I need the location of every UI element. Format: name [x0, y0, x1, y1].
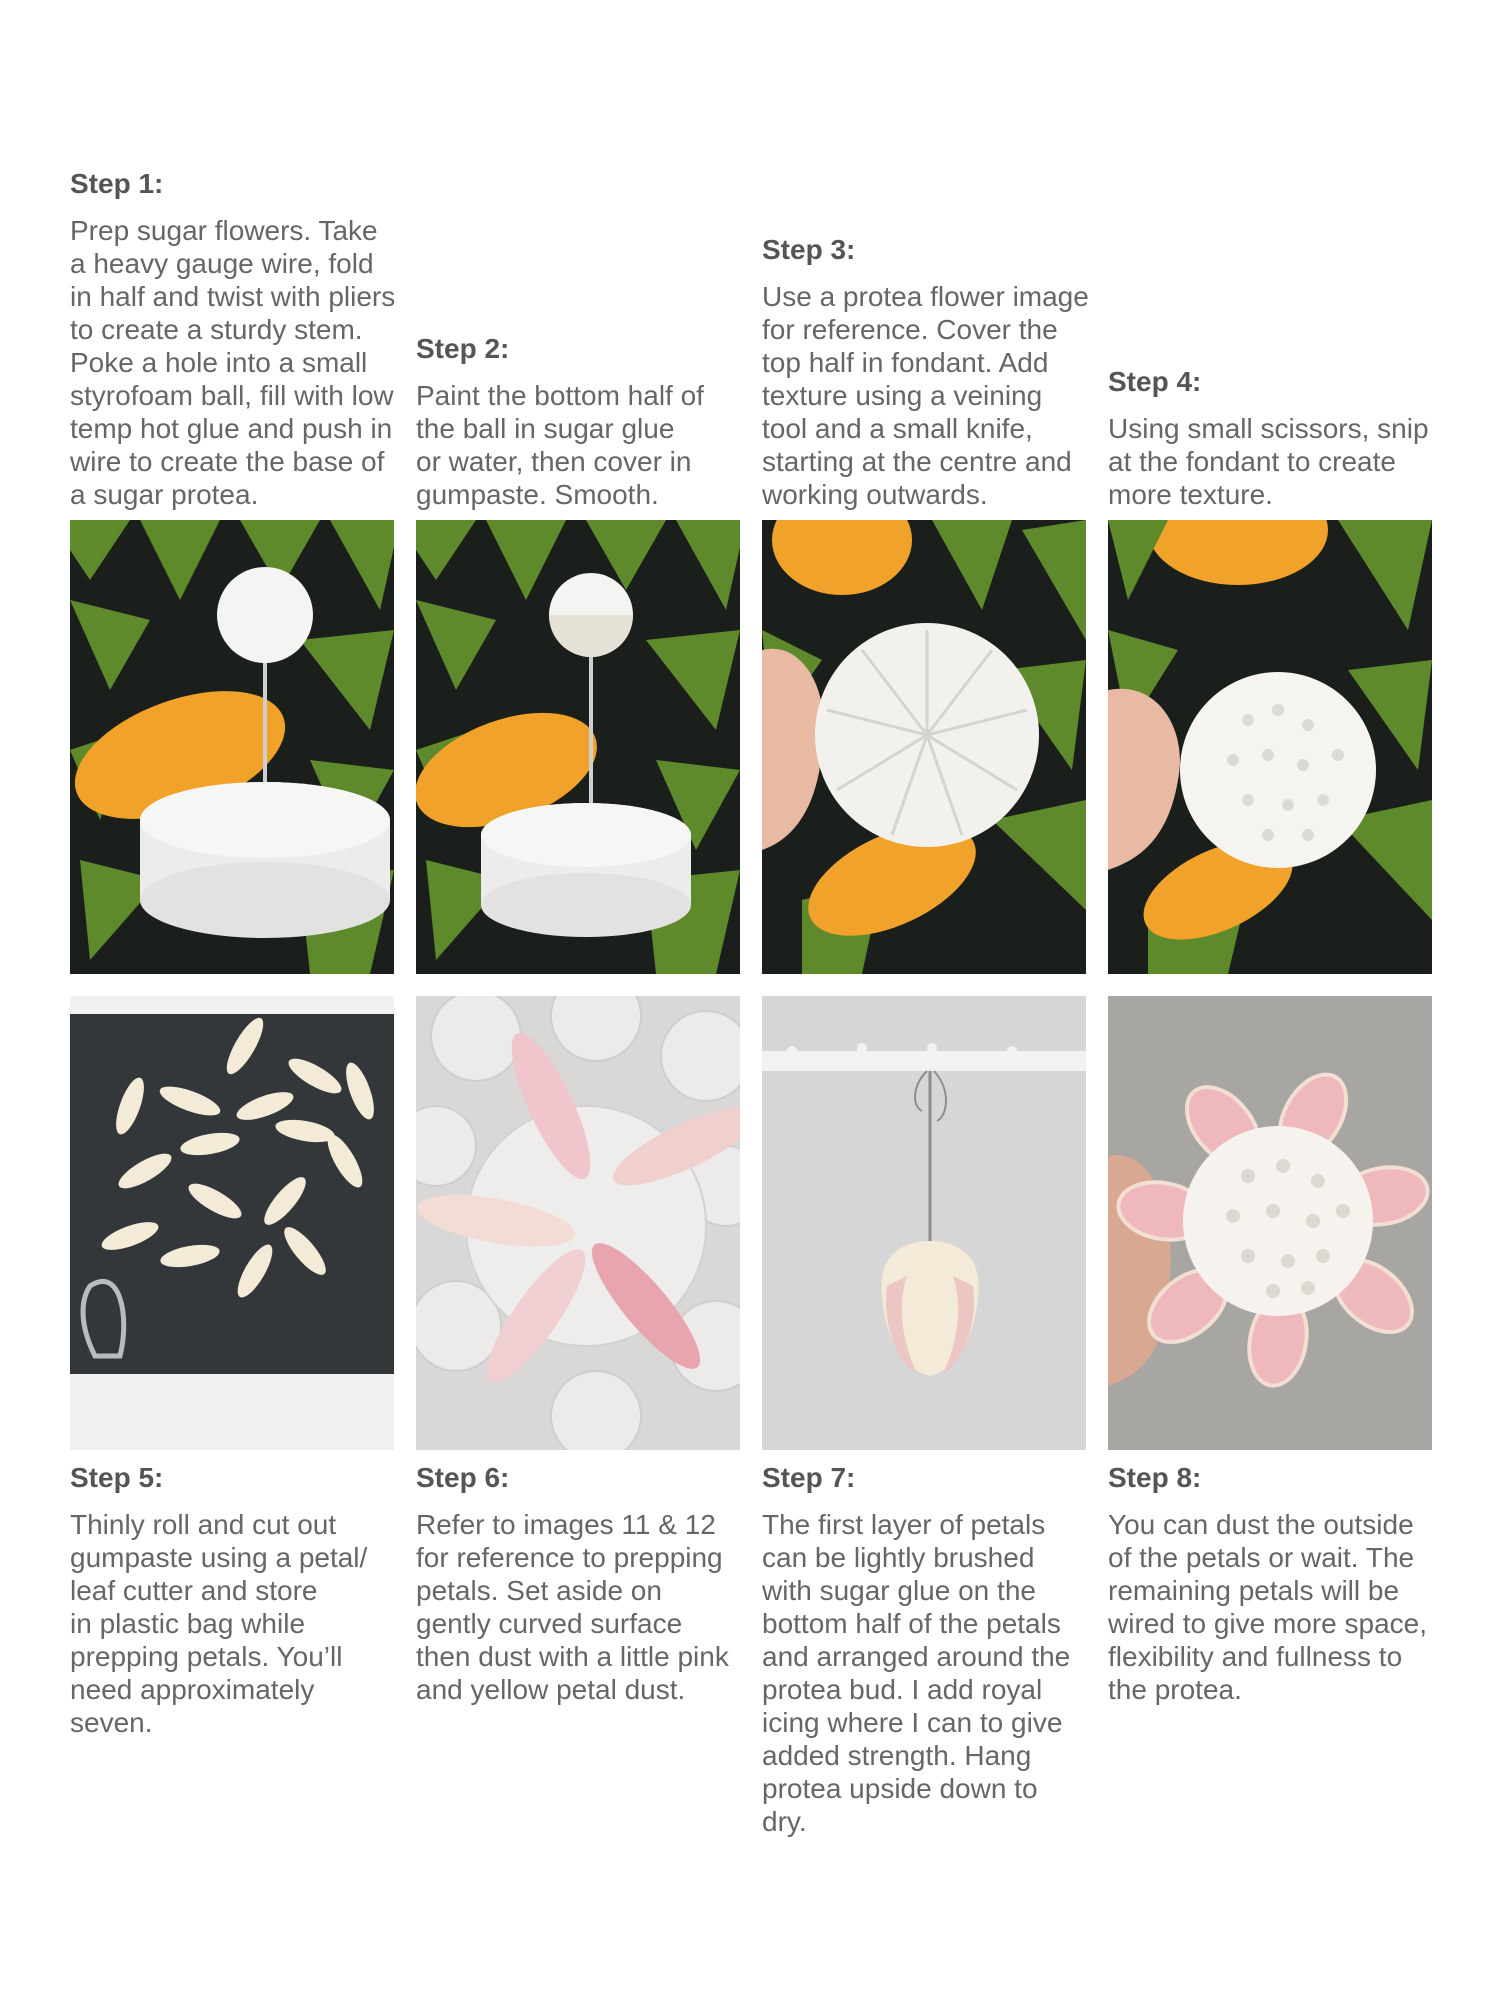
step-5-title: Step 5:: [70, 1462, 164, 1493]
step-3-title: Step 3:: [762, 234, 856, 265]
protea-with-petals-image: [1108, 996, 1432, 1450]
step-8-body: You can dust the outside of the petals or wait. The remaining petals will be wired to give more space, flexibility and fullness to the protea.: [1108, 1509, 1428, 1705]
step-1-title: Step 1:: [70, 168, 164, 199]
step-7-photo: [762, 996, 1086, 1450]
hanging-protea-bud-image: [762, 996, 1086, 1450]
step-8-text: [1108, 1462, 1438, 1706]
step-2-body: Paint the bottom half of the ball in sugar glue or water, then cover in gumpaste. Smooth.: [416, 380, 704, 510]
textured-fondant-ball-image: [762, 520, 1086, 974]
step-8-photo: [1108, 996, 1432, 1450]
step-6-photo: [416, 996, 740, 1450]
step-2-title: Step 2:: [416, 333, 510, 364]
step-6-text: [416, 1462, 746, 1706]
step-4-photo: [1108, 520, 1432, 974]
cut-petals-image: [70, 996, 394, 1450]
step-1-text: [70, 168, 400, 511]
half-covered-ball-image: [416, 520, 740, 974]
step-2-text: [416, 333, 746, 511]
step-1-body: Prep sugar flowers. Take a heavy gauge wire, fold in half and twist with pliers to create a sturdy stem. Poke a hole into a small styrofoam ball, fill with low temp hot glue and push in wire to create the base of a sugar protea.: [70, 215, 396, 510]
step-3-text: [762, 234, 1092, 511]
snipped-fondant-ball-image: [1108, 520, 1432, 974]
step-6-body: Refer to images 11 & 12 for reference to prepping petals. Set aside on gently curved surface then dust with a little pink and yellow petal dust.: [416, 1509, 729, 1705]
step-8-title: Step 8:: [1108, 1462, 1202, 1493]
step-5-photo: [70, 996, 394, 1450]
step-1-photo: [70, 520, 394, 974]
step-3-photo: [762, 520, 1086, 974]
step-4-text: [1108, 366, 1438, 511]
step-2-photo: [416, 520, 740, 974]
step-3-body: Use a protea flower image for reference. Cover the top half in fondant. Add texture using a veining tool and a small knife, starting at the centre and working outwards.: [762, 281, 1089, 510]
step-7-text: [762, 1462, 1092, 1838]
step-4-title: Step 4:: [1108, 366, 1202, 397]
styrofoam-ball-on-stand-image: [70, 520, 394, 974]
step-7-body: The first layer of petals can be lightly brushed with sugar glue on the bottom half of the petals and arranged around the protea bud. I add royal icing where I can to give added strength. Hang protea upside down to dry.: [762, 1509, 1071, 1837]
step-5-body: Thinly roll and cut out gumpaste using a petal/ leaf cutter and store in plastic bag while prepping petals. You’ll need approximately seven.: [70, 1509, 368, 1738]
step-4-body: Using small scissors, snip at the fondant to create more texture.: [1108, 413, 1429, 510]
step-7-title: Step 7:: [762, 1462, 856, 1493]
step-5-text: [70, 1462, 400, 1739]
step-6-title: Step 6:: [416, 1462, 510, 1493]
dusted-petals-on-tray-image: [416, 996, 740, 1450]
